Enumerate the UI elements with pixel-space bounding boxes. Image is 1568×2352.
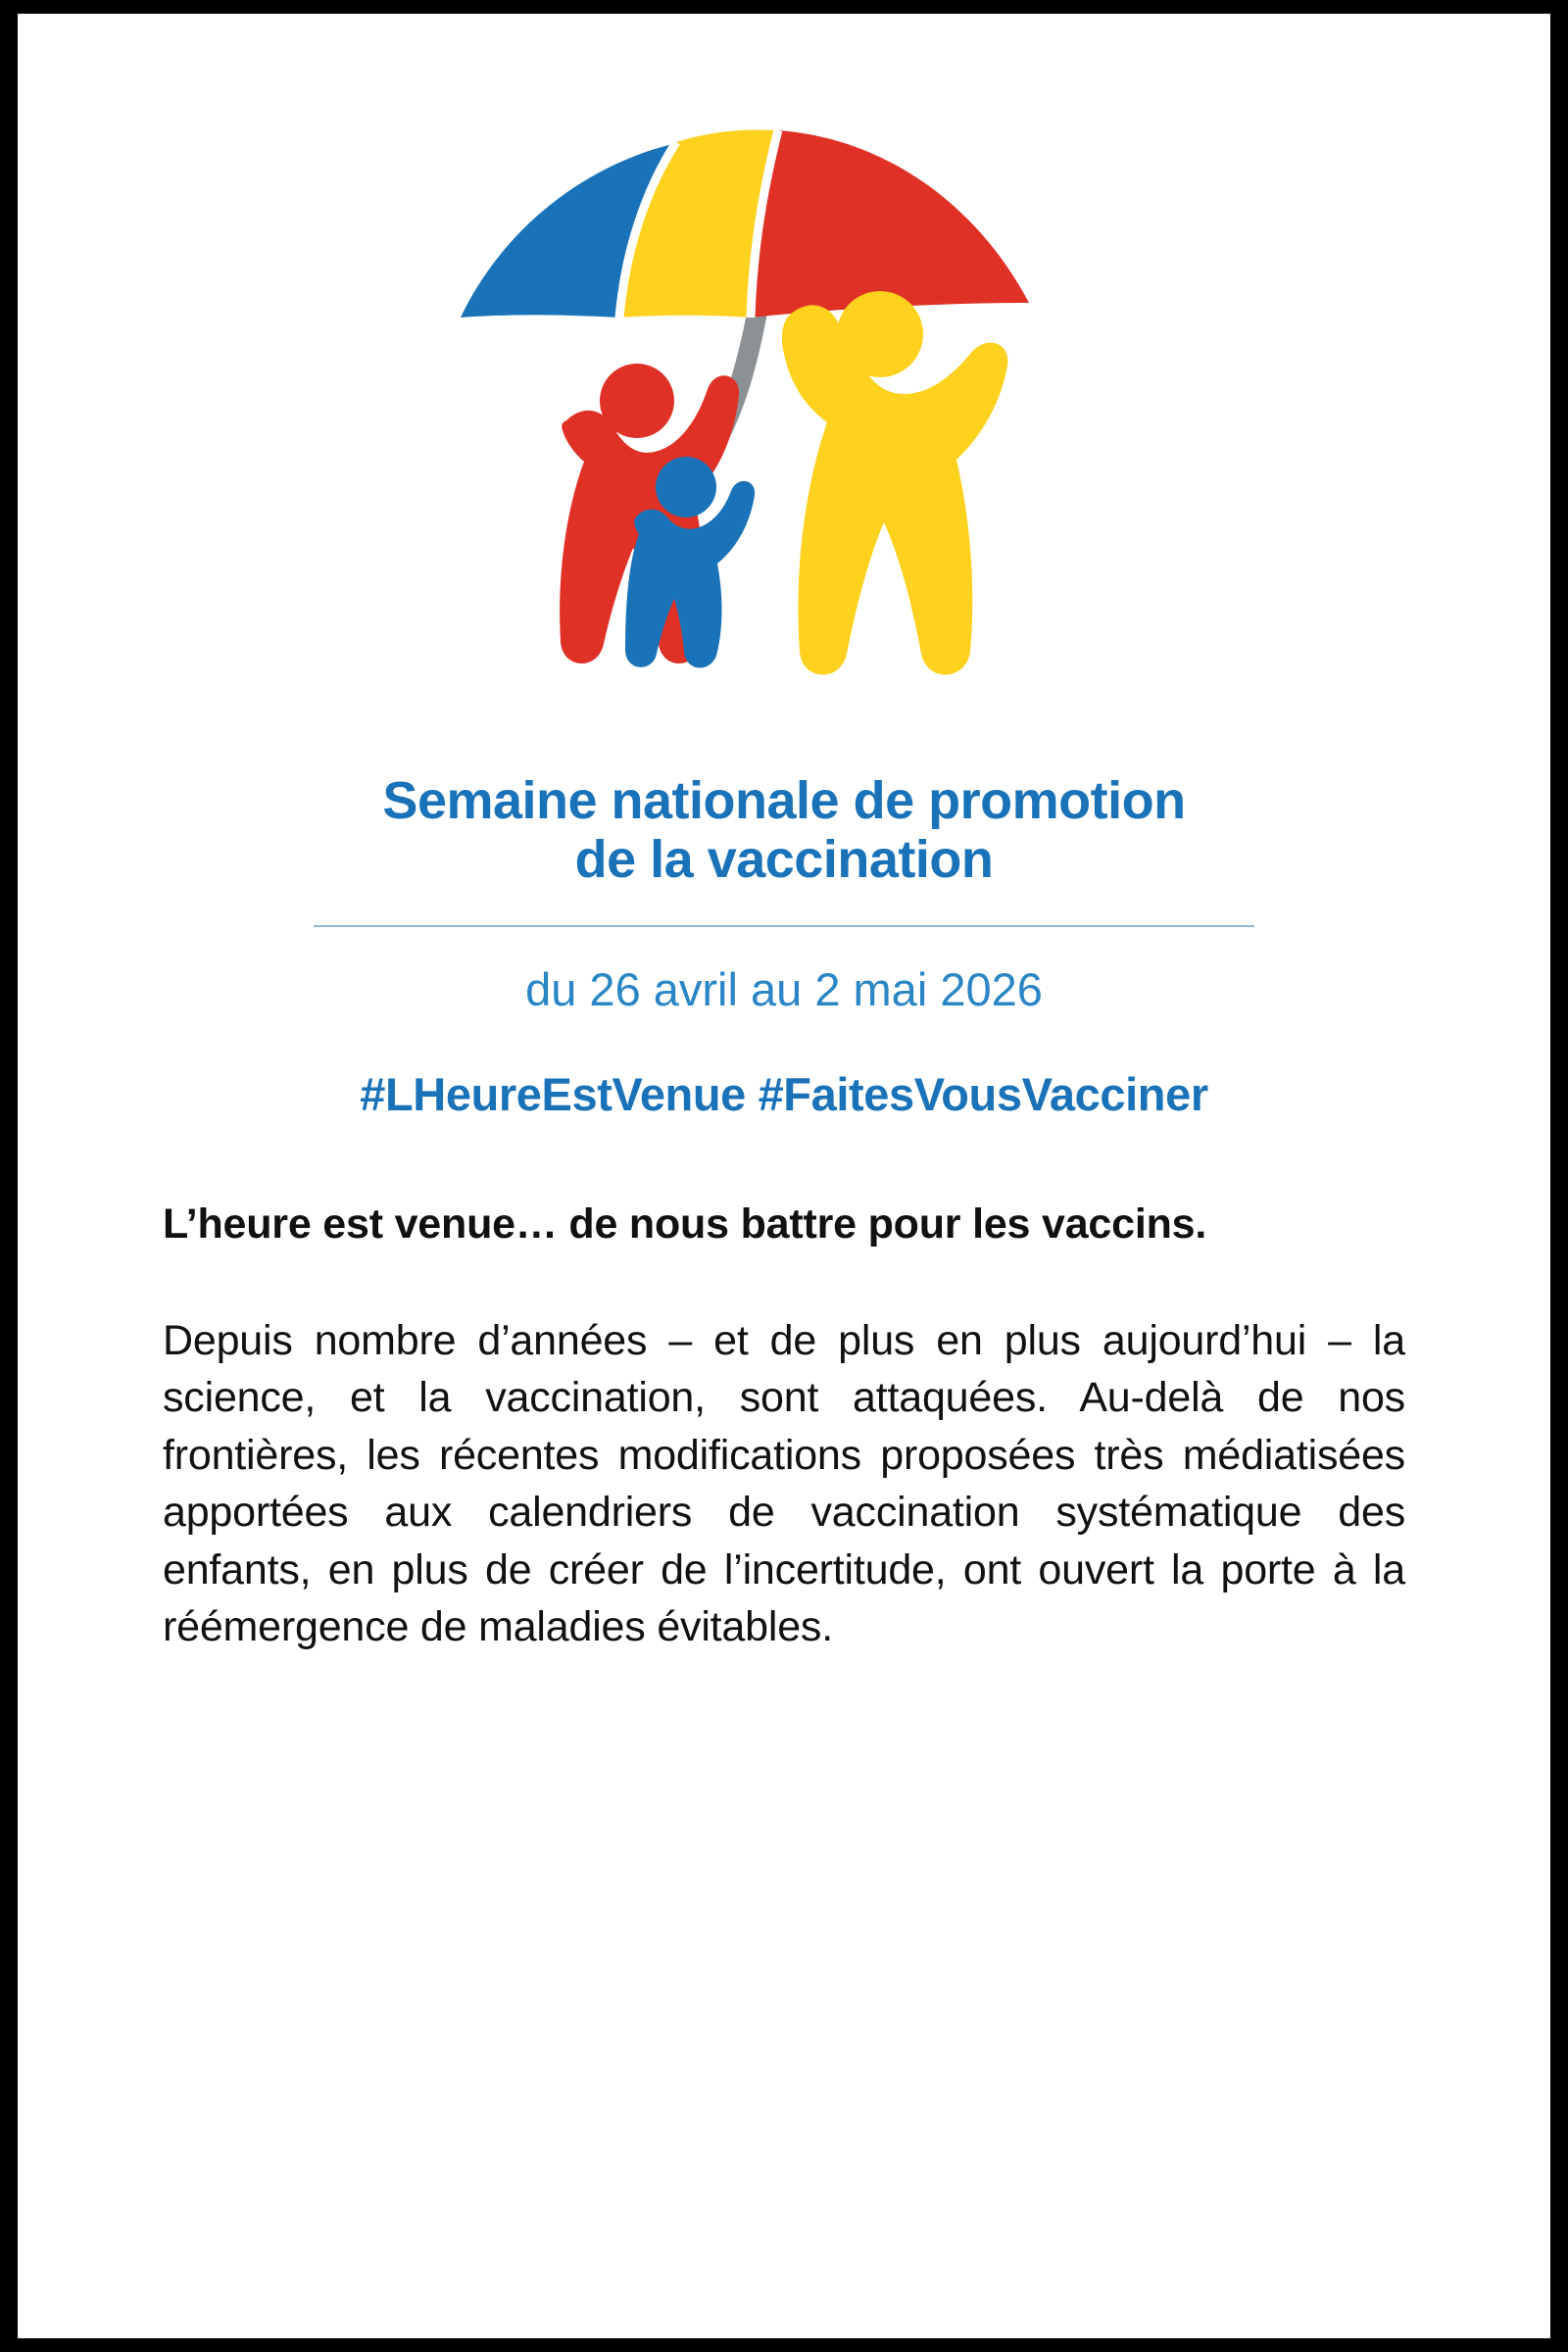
vaccination-umbrella-logo-icon bbox=[441, 107, 1127, 793]
page-title bbox=[18, 771, 1550, 890]
event-dates: du 26 avril au 2 mai 2026 bbox=[525, 962, 1043, 1015]
document-page bbox=[18, 14, 1550, 2338]
body-paragraph: Depuis nombre d’années – et de plus en plus aujourd’hui – la science, et la vaccination, sont attaquées. Au-delà de nos frontières, les récentes modifications proposées très médiatisées apportées aux calendriers de vaccination systématique des enfants, en plus de créer de l’incertitude, ont ouvert la porte à la réémergence de maladies évitables. bbox=[163, 1316, 1405, 1651]
body-text bbox=[163, 1198, 1405, 1656]
campaign-hashtags: #LHeureEstVenue #FaitesVousVacciner bbox=[360, 1067, 1208, 1120]
title-block bbox=[18, 771, 1550, 1121]
title-divider bbox=[314, 925, 1254, 927]
lead-paragraph: L’heure est venue… de nous battre pour les vaccins. bbox=[163, 1200, 1207, 1248]
page-title-line2: de la vaccination bbox=[574, 830, 994, 890]
document-content bbox=[18, 14, 1550, 2338]
page-title-line1: Semaine nationale de promotion bbox=[382, 771, 1186, 830]
logo-container bbox=[18, 14, 1550, 793]
